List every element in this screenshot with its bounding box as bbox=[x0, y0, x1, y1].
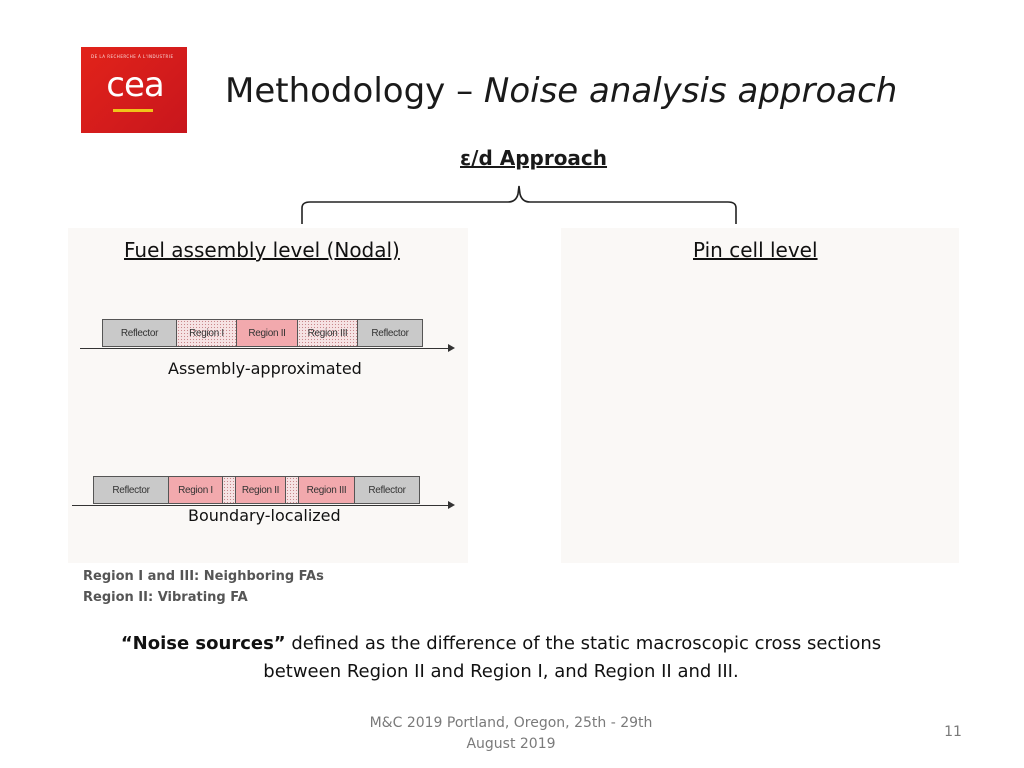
pin-cell-panel-heading: Pin cell level bbox=[693, 238, 818, 262]
diagram-cell-region-3: Region III bbox=[298, 476, 355, 504]
diagram-cell-region-2: Region II bbox=[235, 476, 286, 504]
statement-line-2: between Region II and Region I, and Region II and III. bbox=[263, 661, 739, 682]
region-note: Region II: Vibrating FA bbox=[83, 590, 248, 605]
slide-title-main: Methodology – bbox=[225, 71, 484, 111]
statement-emphasis: “Noise sources” bbox=[120, 633, 286, 654]
slide-title bbox=[225, 70, 897, 112]
statement-line-1 bbox=[100, 630, 902, 658]
diagram-cell-boundary bbox=[222, 476, 236, 504]
assembly-approximated-caption: Assembly-approximated bbox=[168, 359, 362, 378]
region-note: Region I and III: Neighboring FAs bbox=[83, 569, 324, 584]
slide-title-italic: Noise analysis approach bbox=[483, 71, 898, 111]
logo-underline bbox=[113, 109, 153, 112]
boundary-localized-caption: Boundary-localized bbox=[188, 506, 341, 525]
diagram-cell-region-3: Region III bbox=[297, 319, 358, 347]
arrow-right-icon bbox=[448, 344, 455, 352]
footer-line-2: August 2019 bbox=[466, 736, 556, 752]
diagram-cell-reflector: Reflector bbox=[357, 319, 423, 347]
pin-cell-panel bbox=[561, 228, 959, 563]
diagram-cell-region-2: Region II bbox=[236, 319, 298, 347]
cea-logo bbox=[81, 47, 187, 133]
diagram-axis-line bbox=[80, 348, 448, 349]
noise-sources-statement bbox=[100, 630, 902, 686]
curly-brace bbox=[298, 178, 743, 226]
assembly-approximated-diagram bbox=[80, 316, 460, 356]
region-notes bbox=[83, 566, 324, 608]
diagram-cell-boundary bbox=[285, 476, 299, 504]
diagram-cell-reflector: Reflector bbox=[354, 476, 420, 504]
statement-line-1-text: defined as the difference of the static macroscopic cross sections bbox=[285, 633, 882, 654]
nodal-panel-heading: Fuel assembly level (Nodal) bbox=[124, 238, 400, 262]
logo-wordmark: cea bbox=[106, 65, 164, 105]
footer-line-1: M&C 2019 Portland, Oregon, 25th - 29th bbox=[369, 715, 653, 731]
diagram-cell-reflector: Reflector bbox=[93, 476, 169, 504]
diagram-cell-region-1: Region I bbox=[168, 476, 223, 504]
slide-footer bbox=[355, 713, 667, 755]
logo-tagline: DE LA RECHERCHE À L'INDUSTRIE bbox=[91, 54, 174, 59]
page-number: 11 bbox=[944, 724, 962, 740]
nodal-panel bbox=[68, 228, 468, 563]
diagram-cell-region-1: Region I bbox=[176, 319, 237, 347]
approach-label: ε/d Approach bbox=[460, 146, 608, 170]
arrow-right-icon bbox=[448, 501, 455, 509]
diagram-cell-reflector: Reflector bbox=[102, 319, 177, 347]
